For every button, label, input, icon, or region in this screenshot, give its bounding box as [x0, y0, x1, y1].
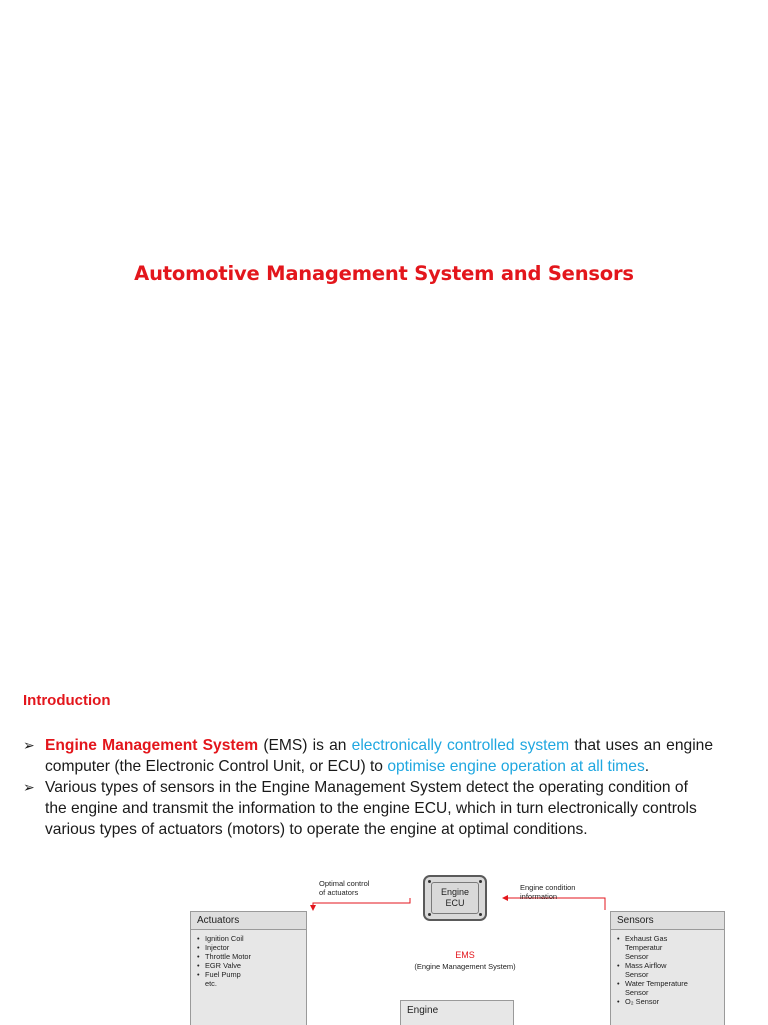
- page-title: Automotive Management System and Sensors: [134, 262, 634, 285]
- ems-label: EMS: [455, 950, 475, 960]
- bullet-text: that uses an engine computer (the Electronic Control Unit, or ECU) to: [45, 737, 713, 775]
- ecu-label-line: Engine: [440, 887, 470, 897]
- list-item: • O₂ Sensor: [617, 997, 660, 1006]
- list-item: • EGR Valve: [197, 961, 242, 970]
- arrow-ecu-to-actuators: [313, 898, 410, 910]
- engine-ecu-box: [423, 875, 487, 921]
- list-item: Sensor: [625, 970, 649, 979]
- ecu-label-line: ECU: [445, 898, 465, 908]
- highlight-text: electronically controlled system: [351, 737, 570, 754]
- bullet-text: (EMS) is an: [258, 737, 352, 754]
- bullet-text: Various types of sensors in the Engine Management System detect the operating condition of the engine and transmit the information to the engine ECU, which in turn electronically controls various types of actuators (motors) to operate the engine at: [45, 779, 697, 838]
- ems-full-name: (Engine Management System): [414, 962, 516, 971]
- list-item: Temperatur: [625, 943, 663, 952]
- list-item: • Ignition Coil: [197, 934, 244, 943]
- actuator-control-label: Optimal control of actuators: [319, 879, 370, 897]
- list-item: • Exhaust Gas: [617, 934, 668, 943]
- screw-icon: [479, 880, 482, 883]
- list-item: • Fuel Pump: [197, 970, 241, 979]
- actuators-list: [191, 930, 306, 992]
- bullet-text-truncated: optimal conditions.: [458, 821, 588, 838]
- term-ems: Engine Management System: [45, 737, 259, 754]
- sensors-list: [611, 930, 724, 1010]
- sensors-box: [610, 911, 725, 1025]
- bullet-text: .: [644, 758, 650, 775]
- section-heading-introduction: Introduction: [23, 692, 111, 709]
- engine-label: Engine: [407, 1005, 439, 1016]
- list-item: etc.: [205, 979, 217, 988]
- list-item: Sensor: [625, 952, 649, 961]
- list-item: • Mass Airflow: [617, 961, 667, 970]
- bullet-item-ems: [23, 735, 713, 777]
- ecu-label: [431, 882, 479, 914]
- highlight-text: optimise engine operation at all times: [387, 758, 645, 775]
- sensors-title: Sensors: [611, 912, 724, 930]
- screw-icon: [479, 913, 482, 916]
- list-item: • Injector: [197, 943, 230, 952]
- list-item: • Throttle Motor: [197, 952, 252, 961]
- list-item: Sensor: [625, 988, 649, 997]
- ems-diagram: [185, 870, 730, 1024]
- list-item: • Water Temperature: [617, 979, 688, 988]
- actuators-box: [190, 911, 307, 1025]
- arrow-bullet-icon: ➢: [23, 737, 35, 753]
- actuators-title: Actuators: [191, 912, 306, 930]
- bullet-list: [23, 735, 713, 840]
- screw-icon: [428, 913, 431, 916]
- arrow-bullet-icon: ➢: [23, 779, 35, 795]
- bullet-item-sensors: [23, 777, 713, 840]
- engine-condition-label: Engine condition information: [520, 883, 576, 901]
- engine-box: [400, 1000, 514, 1025]
